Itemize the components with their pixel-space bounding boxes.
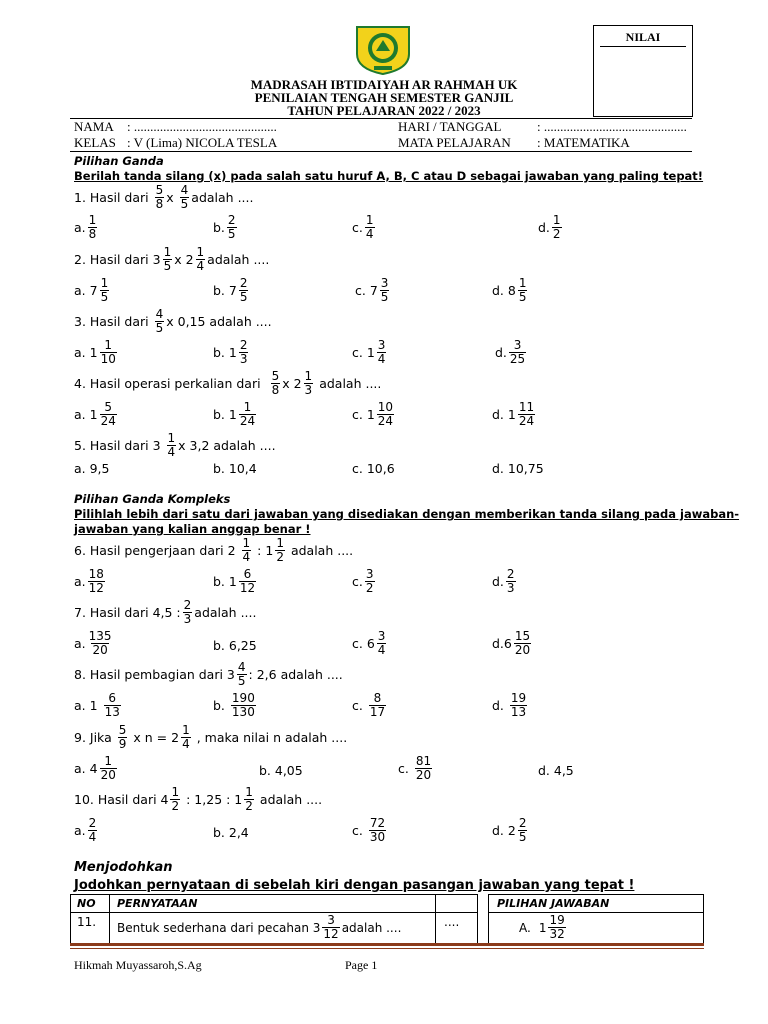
mapel-label: MATA PELAJARAN: [398, 135, 511, 150]
section3-instruction: Jodohkan pernyataan di sebelah kiri dengan pasangan jawaban yang tepat !: [74, 878, 635, 893]
q8-option-c[interactable]: c. $\frac{8}{17}$: [352, 691, 386, 719]
info-bottom-rule: [70, 151, 692, 152]
school-logo: [354, 24, 412, 76]
section1-title: Pilihan Ganda: [74, 154, 164, 168]
mapel-value: : MATEMATIKA: [537, 135, 630, 150]
hari-value: : ............................................: [537, 119, 687, 134]
school-name: MADRASAH IBTIDAIYAH AR RAHMAH UK: [250, 77, 518, 92]
q3-option-c[interactable]: c. 1 $\frac{3}{4}$: [352, 338, 386, 366]
question-8: 8. Hasil pembagian dari 3 $\frac{4}{5}$ : 2,6 adalah ....: [74, 660, 343, 688]
q7-option-a[interactable]: a. $\frac{135}{20}$: [74, 629, 112, 657]
q2-option-d[interactable]: d. 8 $\frac{1}{5}$: [492, 276, 527, 304]
q5-option-a[interactable]: a. 9,5: [74, 461, 110, 476]
q2-option-a[interactable]: a. 7 $\frac{1}{5}$: [74, 276, 109, 304]
section3-title: Menjodohkan: [74, 860, 173, 875]
q7-option-c[interactable]: c. 6 $\frac{3}{4}$: [352, 629, 386, 657]
choices-table: [488, 894, 704, 944]
section1-instruction: Berilah tanda silang (x) pada salah satu huruf A, B, C atau D sebagai jawaban yang paling tepat!: [74, 169, 704, 183]
q2-option-c[interactable]: c. 7 $\frac{3}{5}$: [355, 276, 389, 304]
q3-option-a[interactable]: a. 1 $\frac{1}{10}$: [74, 338, 116, 366]
fraction: $\frac{5}{8}$: [155, 183, 164, 211]
q9-option-b[interactable]: b. 4,05: [259, 763, 303, 778]
q9-option-d[interactable]: d. 4,5: [538, 763, 574, 778]
hari-label: HARI / TANGGAL: [398, 119, 502, 134]
q1-option-b[interactable]: b. $\frac{2}{5}$: [213, 213, 236, 241]
question-4: 4. Hasil operasi perkalian dari $\frac{5}{8}$ x 2 $\frac{1}{3}$ adalah ....: [74, 369, 382, 397]
q4-option-a[interactable]: a. 1 $\frac{5}{24}$: [74, 400, 116, 428]
section2-instruction-2: jawaban yang kalian anggap benar !: [74, 522, 311, 536]
table-row-statement: Bentuk sederhana dari pecahan 3 $\frac{3}{12}$ adalah ....: [117, 913, 402, 941]
q6-option-a[interactable]: a. $\frac{18}{12}$: [74, 567, 104, 595]
q1-option-c[interactable]: c. $\frac{1}{4}$: [352, 213, 374, 241]
q5-option-d[interactable]: d. 10,75: [492, 461, 544, 476]
q7-option-b[interactable]: b. 6,25: [213, 638, 257, 653]
q8-option-b[interactable]: b. $\frac{190}{130}$: [213, 691, 255, 719]
table-col-divider-2: [435, 895, 436, 943]
footer-author: Hikmah Muyassaroh,S.Ag: [74, 958, 202, 972]
q8-option-d[interactable]: d. $\frac{19}{13}$: [492, 691, 527, 719]
table-row-answer-blank[interactable]: ....: [444, 915, 460, 929]
q10-option-d[interactable]: d. 2 $\frac{2}{5}$: [492, 816, 527, 844]
question-2: 2. Hasil dari 3 $\frac{1}{5}$ x 2 $\frac{1}{4}$ adalah ....: [74, 245, 270, 273]
question-6: 6. Hasil pengerjaan dari 2 $\frac{1}{4}$ : 1 $\frac{1}{2}$ adalah ....: [74, 536, 354, 564]
choices-header: PILIHAN JAWABAN: [497, 897, 610, 910]
table-header-statement: PERNYATAAN: [117, 897, 198, 910]
fraction: $\frac{4}{5}$: [180, 183, 189, 211]
matching-table: [70, 894, 478, 944]
q9-option-a[interactable]: a. 4 $\frac{1}{20}$: [74, 754, 116, 782]
q7-option-d[interactable]: d.6 $\frac{15}{20}$: [492, 629, 531, 657]
q4-option-b[interactable]: b. 1 $\frac{1}{24}$: [213, 400, 256, 428]
table-col-divider-1: [109, 895, 110, 943]
question-1: 1. Hasil dari $\frac{5}{8}$ x $\frac{4}{5}$ adalah ....: [74, 183, 254, 211]
q6-option-b[interactable]: b. 1 $\frac{6}{12}$: [213, 567, 256, 595]
question-3: 3. Hasil dari $\frac{4}{5}$ x 0,15 adalah ....: [74, 307, 272, 335]
q5-option-c[interactable]: c. 10,6: [352, 461, 395, 476]
exam-title: PENILAIAN TENGAH SEMESTER GANJIL: [254, 90, 514, 105]
q3-option-b[interactable]: b. 1 $\frac{2}{3}$: [213, 338, 248, 366]
question-7: 7. Hasil dari 4,5 : $\frac{2}{3}$ adalah ....: [74, 598, 257, 626]
footer-rule-thin: [70, 948, 704, 949]
kelas-label: KELAS: [74, 135, 116, 150]
q6-option-c[interactable]: c. $\frac{3}{2}$: [352, 567, 374, 595]
q10-option-a[interactable]: a. $\frac{2}{4}$: [74, 816, 97, 844]
q4-option-c[interactable]: c. 1 $\frac{10}{24}$: [352, 400, 394, 428]
score-label-rule: [600, 46, 686, 47]
q6-option-d[interactable]: d. $\frac{2}{3}$: [492, 567, 515, 595]
question-5: 5. Hasil dari 3 $\frac{1}{4}$ x 3,2 adalah ....: [74, 431, 276, 459]
choices-header-divider: [489, 912, 703, 913]
section2-instruction-1: Pilihlah lebih dari satu dari jawaban yang disediakan dengan memberikan tanda silang pada jawaban-: [74, 507, 740, 521]
q9-option-c[interactable]: c. $\frac{81}{20}$: [398, 754, 432, 782]
q1-option-d[interactable]: d. $\frac{1}{2}$: [538, 213, 561, 241]
footer-page: Page 1: [345, 958, 378, 972]
q10-option-b[interactable]: b. 2,4: [213, 825, 249, 840]
choice-a[interactable]: A. 1 $\frac{19}{32}$: [519, 913, 565, 941]
shield-logo-icon: [354, 24, 412, 76]
section2-title: Pilihan Ganda Kompleks: [74, 492, 231, 506]
q3-option-d[interactable]: d. $\frac{3}{25}$: [495, 338, 526, 366]
q2-option-b[interactable]: b. 7 $\frac{2}{5}$: [213, 276, 248, 304]
kelas-value: : V (Lima) NICOLA TESLA: [127, 135, 278, 150]
footer-rule-thick: [70, 943, 704, 946]
q8-option-a[interactable]: a. 1 $\frac{6}{13}$: [74, 691, 120, 719]
q5-option-b[interactable]: b. 10,4: [213, 461, 257, 476]
question-9: 9. Jika $\frac{5}{9}$ x n = 2 $\frac{1}{4}$ , maka nilai n adalah ....: [74, 723, 348, 751]
table-header-divider: [71, 912, 477, 913]
academic-year: TAHUN PELAJARAN 2022 / 2023: [287, 103, 481, 118]
q1-option-a[interactable]: a. $\frac{1}{8}$: [74, 213, 97, 241]
nama-value: : ............................................: [127, 119, 277, 134]
q4-option-d[interactable]: d. 1 $\frac{11}{24}$: [492, 400, 535, 428]
table-header-no: NO: [77, 897, 96, 910]
nama-label: NAMA: [74, 119, 114, 134]
score-label: NILAI: [625, 30, 661, 44]
table-row-no: 11.: [77, 915, 97, 929]
question-10: 10. Hasil dari 4 $\frac{1}{2}$ : 1,25 : 1 $\frac{1}{2}$ adalah ....: [74, 785, 323, 813]
q10-option-c[interactable]: c. $\frac{72}{30}$: [352, 816, 386, 844]
